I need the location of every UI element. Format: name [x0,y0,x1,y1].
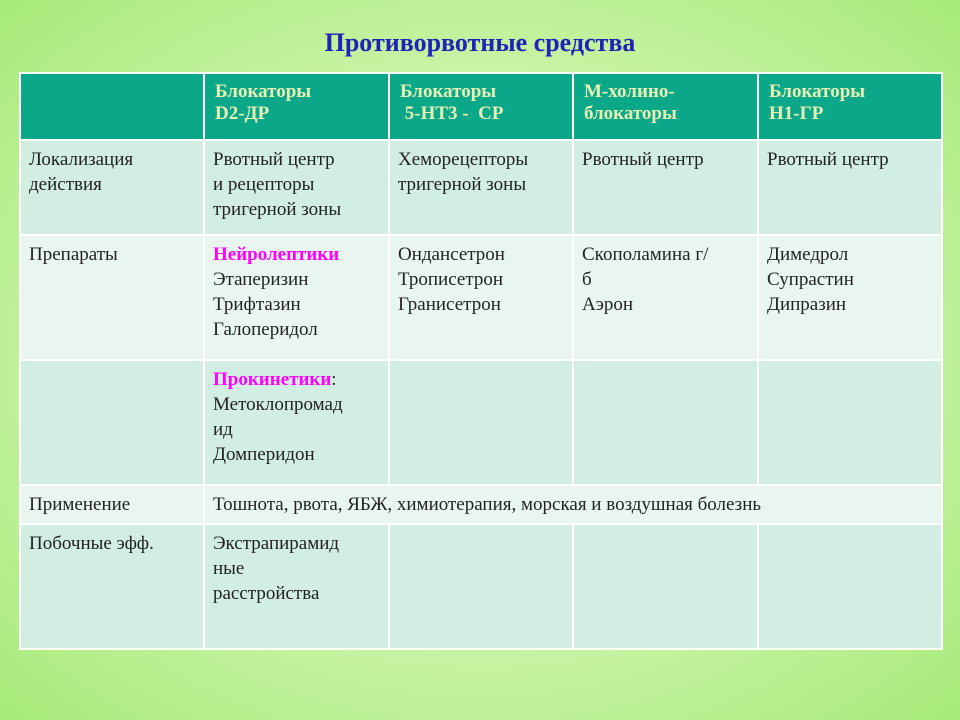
drug-name: Супрастин [767,269,854,290]
page-title: Противорвотные средства [324,28,636,57]
table-row-side-effects [20,524,942,649]
cell-localization-d2 [204,140,389,235]
drug-name: Трописетрон [398,269,504,290]
drug-name: Гранисетрон [398,294,501,315]
cell-empty [389,360,573,485]
drug-name: Аэрон [582,294,634,315]
prokinetics-colon: : [331,369,337,390]
header-cell-d2 [204,73,389,140]
cell-line: Рвотный центр [582,149,704,170]
drug-name: Метоклопромад [213,394,343,415]
cell-localization-h1 [758,140,942,235]
header-d2-line: Блокаторы [215,81,312,102]
cell-drugs-d2 [204,235,389,360]
header-cell-h1 [758,73,942,140]
row-label-usage: Применение [20,485,204,524]
table-row-localization [20,140,942,235]
cell-localization-mchol [573,140,758,235]
cell-prokinetics-d2 [204,360,389,485]
cell-localization-ht3 [389,140,573,235]
header-ht3-line: Блокаторы [400,81,497,102]
cell-line: Хеморецепторы [398,149,529,170]
table-row-prokinetics [20,360,942,485]
drug-group-prokinetics: Прокинетики [213,369,332,390]
drug-group-neuroleptics: Нейролептики [213,244,340,265]
drug-name: Этаперизин [213,269,309,290]
cell-line: тригерной зоны [398,174,527,195]
cell-line: и рецепторы [213,174,315,195]
drug-name: Галоперидол [213,319,318,340]
row-label-side-effects: Побочные эфф. [20,524,204,649]
table-row-usage [20,485,942,524]
table-row-drugs [20,235,942,360]
drug-name: ид [213,419,233,440]
cell-line: Экстрапирамид [213,533,340,554]
cell-empty [389,524,573,649]
cell-empty [573,360,758,485]
header-ht3-line: 5-НТ3 - СР [400,103,504,124]
header-d2-line: D2-ДР [215,103,270,124]
cell-line: ные [213,558,245,579]
row-label-localization [20,140,204,235]
cell-drugs-mchol [573,235,758,360]
cell-line: Рвотный центр [767,149,889,170]
drug-name: Скополамина г/ [582,244,709,265]
drug-name: Трифтазин [213,294,301,315]
row-label-line: Локализация [29,149,134,170]
row-label-drugs: Препараты [20,235,204,360]
cell-usage-value: Тошнота, рвота, ЯБЖ, химиотерапия, морская и воздушная болезнь [204,485,942,524]
cell-side-effects-d2 [204,524,389,649]
drug-name: Дипразин [767,294,847,315]
cell-empty [758,524,942,649]
prokinetics-heading [213,367,380,392]
header-mchol-line: М-холино- [584,81,675,102]
header-cell-m-cholino [573,73,758,140]
antiemetics-table [19,72,943,650]
cell-line: Рвотный центр [213,149,335,170]
cell-drugs-ht3 [389,235,573,360]
drug-name: б [582,269,592,290]
header-h1-line: Н1-ГР [769,103,824,124]
cell-drugs-h1 [758,235,942,360]
cell-empty [573,524,758,649]
header-cell-empty [20,73,204,140]
header-cell-ht3 [389,73,573,140]
drug-name: Домперидон [213,444,315,465]
drug-name: Димедрол [767,244,849,265]
cell-line: тригерной зоны [213,199,342,220]
header-mchol-line: блокаторы [584,103,677,124]
drug-name: Ондансетрон [398,244,505,265]
header-row [20,73,942,140]
header-h1-line: Блокаторы [769,81,866,102]
row-label-empty [20,360,204,485]
row-label-line: действия [29,174,102,195]
cell-empty [758,360,942,485]
cell-line: расстройства [213,583,320,604]
